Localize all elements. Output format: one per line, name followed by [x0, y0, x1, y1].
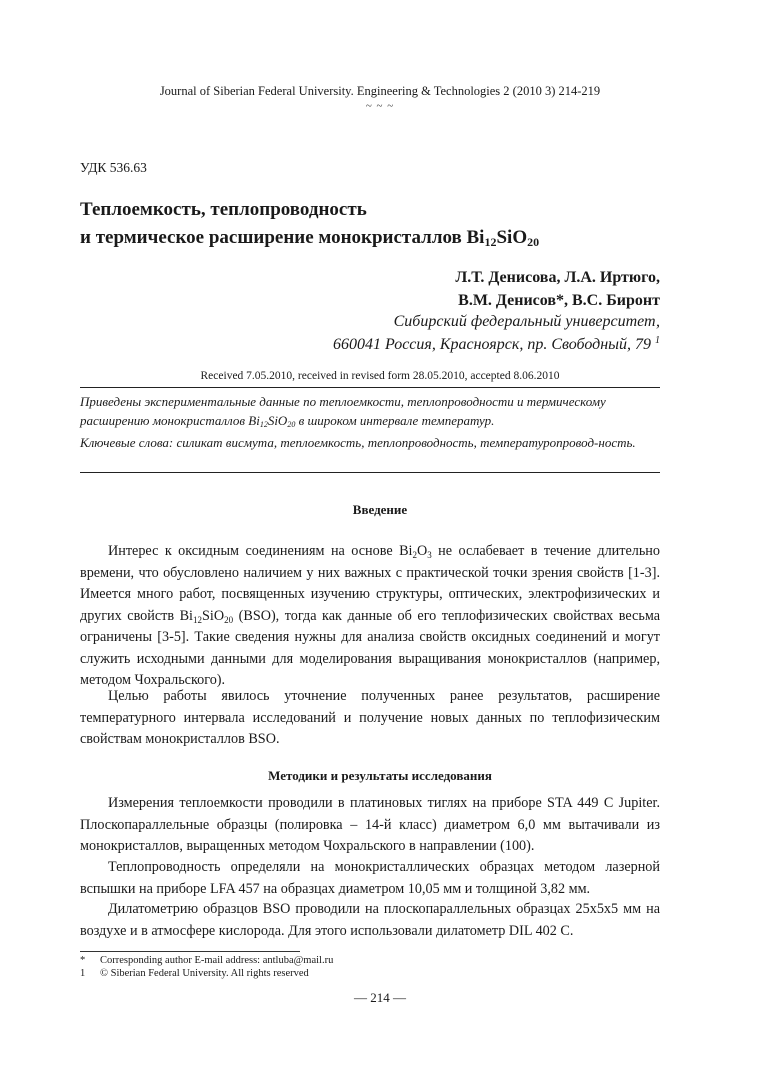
title-line-1: Теплоемкость, теплопроводность [80, 199, 367, 220]
title-line-2 [80, 224, 680, 252]
footnote-text: Corresponding author E-mail address: antluba@mail.ru [100, 955, 334, 966]
abstract-subscript: 12 [259, 420, 268, 429]
footnote-mark: * [80, 955, 86, 966]
page-number: — 214 — [354, 990, 406, 1005]
authors [455, 266, 660, 312]
footnote-copyright [80, 967, 309, 980]
abstract-top-rule [80, 387, 660, 388]
keywords: Ключевые слова: силикат висмута, теплоемкость, теплопроводность, температуропровод-ность. [80, 435, 636, 450]
header-ornament: ~ ~ ~ [365, 100, 395, 112]
section-heading-intro: Введение [352, 502, 408, 517]
paragraph-subscript: 20 [224, 614, 234, 625]
affiliation [333, 310, 660, 356]
affiliation-line-2 [333, 333, 660, 356]
section-heading-methods: Методики и результаты исследования [268, 768, 492, 783]
methods-paragraph-2: Теплопроводность определяли на монокристаллических образцах методом лазерной вспышки на приборе LFA 457 на образцах диаметром 10,05 мм и толщиной 3,82 мм. [80, 859, 660, 897]
authors-line-2: В.М. Денисов*, В.С. Биронт [458, 292, 660, 309]
paper-title [80, 196, 680, 252]
title-text: SiO [496, 227, 528, 248]
affiliation-line-1: Сибирский федеральный университет, [393, 313, 660, 330]
abstract-text: в широком интервале температур. [295, 413, 495, 428]
title-text: и термическое расширение монокристаллов Bi [80, 227, 485, 248]
paragraph-subscript: 2 [412, 550, 417, 560]
paragraph-text: не ослабевает в течение длительно времени, что обусловлено наличием у них важных с практической точки зрения свойств [1-3]. Имеется много работ, посвященных изучению структуры, оптических, электрофизических и других свойств Bi [80, 543, 660, 624]
paragraph-text: SiO [202, 607, 225, 624]
title-subscript: 20 [527, 235, 540, 249]
title-subscript: 12 [484, 235, 497, 249]
authors-line-1: Л.Т. Денисова, Л.А. Иртюго, [455, 269, 660, 286]
methods-paragraph-3: Дилатометрию образцов BSO проводили на плоскопараллельных образцах 25х5х5 мм на воздухе и в атмосфере кислорода. Для этого использовали дилатометр DIL 402 C. [80, 901, 660, 939]
footnote-corresponding [80, 954, 333, 967]
received-dates: Received 7.05.2010, received in revised form 28.05.2010, accepted 8.06.2010 [200, 370, 560, 382]
udk-code: УДК 536.63 [80, 160, 147, 175]
paragraph-subscript: 3 [427, 550, 432, 560]
abstract-text: Приведены экспериментальные данные по теплоемкости, теплопроводности и термическому расширению монокристаллов Bi [80, 394, 606, 428]
abstract-text: SiO [267, 413, 288, 428]
paragraph-text: (BSO), тогда как данные об его теплофизических свойствах весьма ограничены [3-5]. Такие сведения нужны для анализа свойств оксидных соединений и могут служить исходными данными для моделирования выращивания монокристаллов (например, методом Чохральского). [80, 607, 661, 688]
affiliation-address: 660041 Россия, Красноярск, пр. Свободный, 79 [333, 336, 651, 353]
footnote-mark: 1 [80, 968, 86, 979]
paragraph-text: O [416, 543, 428, 559]
intro-paragraph-1 [80, 541, 660, 692]
abstract-bottom-rule [80, 472, 660, 473]
affiliation-footnote-mark: 1 [655, 335, 660, 346]
abstract-subscript: 20 [287, 420, 296, 429]
footnote-text: © Siberian Federal University. All rights reserved [100, 968, 309, 979]
paragraph-subscript: 12 [193, 614, 203, 625]
footnote-rule [80, 951, 300, 952]
abstract [80, 392, 660, 430]
paragraph-text: Интерес к оксидным соединениям на основе Bi [108, 543, 413, 559]
methods-paragraph-1: Измерения теплоемкости проводили в платиновых тиглях на приборе STA 449 C Jupiter. Плоскопараллельные образцы (полировка – 14-й класс) диаметром 6,0 мм вытачивали из монокристаллов, выращенных методом Чохральского в направлении (100). [80, 795, 660, 854]
journal-header: Journal of Siberian Federal University. Engineering & Technologies 2 (2010 3) 214-219 [159, 84, 601, 98]
intro-paragraph-2: Целью работы явилось уточнение полученных ранее результатов, расширение температурного интервала исследований и получение новых данных по теплофизическим свойствам монокристаллов BSO. [80, 688, 660, 747]
